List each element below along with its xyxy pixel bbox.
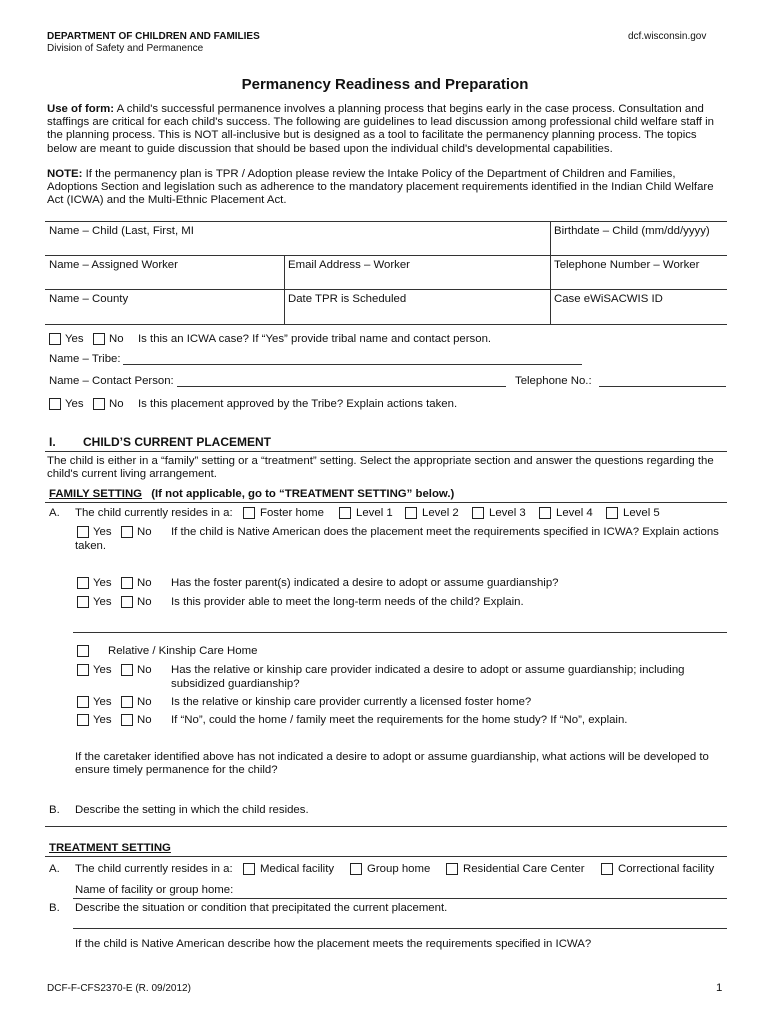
icwa-question: Is this an ICWA case? If “Yes” provide tribal name and contact person. bbox=[138, 333, 492, 345]
group-home-label: Group home bbox=[367, 863, 431, 875]
no-label: No bbox=[137, 596, 152, 608]
level-5-label: Level 5 bbox=[623, 507, 660, 519]
tribe-approved-no-checkbox[interactable] bbox=[93, 398, 105, 410]
foster-adopt-no-checkbox[interactable] bbox=[121, 577, 133, 589]
yes-label: Yes bbox=[93, 526, 112, 538]
foster-home-checkbox[interactable] bbox=[243, 507, 255, 519]
section-title: CHILD’S CURRENT PLACEMENT bbox=[83, 435, 271, 449]
treatment-b-text: Describe the situation or condition that precipitated the current placement. bbox=[75, 902, 448, 914]
native-icwa-question-cont: taken. bbox=[75, 540, 107, 552]
native-icwa-yes-checkbox[interactable] bbox=[77, 526, 89, 538]
group-home-checkbox[interactable] bbox=[350, 863, 362, 875]
form-id: DCF-F-CFS2370-E (R. 09/2012) bbox=[47, 983, 191, 994]
relative-adopt-question: Has the relative or kinship care provider indicated a desire to adopt or assume guardianship; including bbox=[171, 664, 685, 676]
relative-licensed-no-checkbox[interactable] bbox=[121, 696, 133, 708]
provider-needs-question: Is this provider able to meet the long-term needs of the child? Explain. bbox=[171, 596, 524, 608]
department-name: DEPARTMENT OF CHILDREN AND FAMILIES bbox=[47, 31, 260, 42]
no-label: No bbox=[137, 526, 152, 538]
relative-kinship-label: Relative / Kinship Care Home bbox=[108, 645, 258, 657]
level-3-checkbox[interactable] bbox=[472, 507, 484, 519]
facility-name-label: Name of facility or group home: bbox=[75, 884, 234, 896]
website-link[interactable]: dcf.wisconsin.gov bbox=[628, 31, 707, 42]
foster-adopt-question: Has the foster parent(s) indicated a desire to adopt or assume guardianship? bbox=[171, 577, 559, 589]
treatment-a-label: A. bbox=[49, 863, 60, 875]
use-of-form-text: A child's successful permanence involves a planning process that begins early in the case process. Consultation and staffings are critical for each child's success. The following are guidelines to lead discussion among professional child welfare staff in the planning process. This is NOT all-inclusive but is designed as a tool to facilitate the permanency planning process. The topics below are meant to guide discussion that should be based upon the individual child's developmental capabilities. bbox=[47, 103, 714, 155]
correctional-facility-checkbox[interactable] bbox=[601, 863, 613, 875]
level-1-label: Level 1 bbox=[356, 507, 393, 519]
native-icwa-question: If the child is Native American does the placement meet the requirements specified in ICWA? Explain actions bbox=[171, 526, 719, 538]
worker-phone-field[interactable]: Telephone Number – Worker bbox=[554, 259, 700, 271]
level-2-checkbox[interactable] bbox=[405, 507, 417, 519]
yes-label: Yes bbox=[93, 714, 112, 726]
level-1-checkbox[interactable] bbox=[339, 507, 351, 519]
no-label: No bbox=[109, 333, 124, 345]
yes-label: Yes bbox=[93, 664, 112, 676]
level-5-checkbox[interactable] bbox=[606, 507, 618, 519]
relative-adopt-question-cont: subsidized guardianship? bbox=[171, 678, 300, 690]
page-title: Permanency Readiness and Preparation bbox=[241, 76, 529, 93]
no-label: No bbox=[137, 577, 152, 589]
worker-name-field[interactable]: Name – Assigned Worker bbox=[49, 259, 178, 271]
note-text: If the permanency plan is TPR / Adoption please review the Intake Policy of the Department of Children and Families, Adoptions Section and legislation such as adherence to the mandatory placement requirements identified in the Indian Child Welfare Act (ICWA) and the Multi-Ethnic Placement Act. bbox=[47, 168, 714, 207]
yes-label: Yes bbox=[93, 596, 112, 608]
yes-label: Yes bbox=[65, 398, 84, 410]
tribe-label: Name – Tribe: bbox=[49, 353, 121, 365]
division-name: Division of Safety and Permanence bbox=[47, 43, 204, 54]
correctional-facility-label: Correctional facility bbox=[618, 863, 715, 875]
treatment-setting-heading: TREATMENT SETTING bbox=[49, 842, 171, 854]
relative-licensed-question: Is the relative or kinship care provider currently a licensed foster home? bbox=[171, 696, 532, 708]
relative-adopt-no-checkbox[interactable] bbox=[121, 664, 133, 676]
family-a-label: A. bbox=[49, 507, 60, 519]
contact-person-label: Name – Contact Person: bbox=[49, 375, 174, 387]
icwa-yes-checkbox[interactable] bbox=[49, 333, 61, 345]
provider-needs-no-checkbox[interactable] bbox=[121, 596, 133, 608]
caretaker-question: If the caretaker identified above has not indicated a desire to adopt or assume guardianship, what actions will be developed to ensure timely permanence for the child? bbox=[75, 751, 709, 777]
level-2-label: Level 2 bbox=[422, 507, 459, 519]
relative-homestudy-yes-checkbox[interactable] bbox=[77, 714, 89, 726]
tribe-approved-question: Is this placement approved by the Tribe? Explain actions taken. bbox=[138, 398, 458, 410]
relative-homestudy-question: If “No”, could the home / family meet the requirements for the home study? If “No”, explain. bbox=[171, 714, 628, 726]
tribe-input[interactable] bbox=[123, 364, 582, 365]
no-label: No bbox=[137, 664, 152, 676]
relative-licensed-yes-checkbox[interactable] bbox=[77, 696, 89, 708]
relative-homestudy-no-checkbox[interactable] bbox=[121, 714, 133, 726]
native-icwa-no-checkbox[interactable] bbox=[121, 526, 133, 538]
section-intro: The child is either in a “family” setting or a “treatment” setting. Select the appropriate section and answer the questions regarding the child's current living arrangement. bbox=[47, 455, 714, 481]
use-of-form-paragraph bbox=[47, 103, 727, 156]
treatment-a-text: The child currently resides in a: bbox=[75, 863, 233, 875]
family-a-text: The child currently resides in a: bbox=[75, 507, 233, 519]
use-of-form-label: Use of form: bbox=[47, 103, 115, 115]
birthdate-field[interactable]: Birthdate – Child (mm/dd/yyyy) bbox=[554, 225, 710, 237]
county-field[interactable]: Name – County bbox=[49, 293, 129, 305]
icwa-no-checkbox[interactable] bbox=[93, 333, 105, 345]
medical-facility-label: Medical facility bbox=[260, 863, 335, 875]
yes-label: Yes bbox=[93, 577, 112, 589]
yes-label: Yes bbox=[65, 333, 84, 345]
family-b-text: Describe the setting in which the child resides. bbox=[75, 804, 309, 816]
level-3-label: Level 3 bbox=[489, 507, 526, 519]
no-label: No bbox=[109, 398, 124, 410]
residential-care-center-checkbox[interactable] bbox=[446, 863, 458, 875]
foster-adopt-yes-checkbox[interactable] bbox=[77, 577, 89, 589]
residential-care-center-label: Residential Care Center bbox=[463, 863, 585, 875]
treatment-b-label: B. bbox=[49, 902, 60, 914]
section-number: I. bbox=[49, 435, 56, 449]
tribe-approved-yes-checkbox[interactable] bbox=[49, 398, 61, 410]
provider-needs-yes-checkbox[interactable] bbox=[77, 596, 89, 608]
tpr-date-field[interactable]: Date TPR is Scheduled bbox=[288, 293, 407, 305]
child-name-field[interactable]: Name – Child (Last, First, MI bbox=[49, 225, 194, 237]
note-label: NOTE: bbox=[47, 168, 83, 180]
no-label: No bbox=[137, 714, 152, 726]
native-placement-question: If the child is Native American describe how the placement meets the requirements specified in ICWA? bbox=[75, 938, 592, 950]
relative-adopt-yes-checkbox[interactable] bbox=[77, 664, 89, 676]
no-label: No bbox=[137, 696, 152, 708]
relative-kinship-checkbox[interactable] bbox=[77, 645, 89, 657]
level-4-label: Level 4 bbox=[556, 507, 593, 519]
contact-person-input[interactable] bbox=[177, 386, 506, 387]
foster-home-label: Foster home bbox=[260, 507, 324, 519]
medical-facility-checkbox[interactable] bbox=[243, 863, 255, 875]
family-setting-heading: FAMILY SETTING bbox=[49, 488, 143, 500]
family-b-label: B. bbox=[49, 804, 60, 816]
case-id-field[interactable]: Case eWiSACWIS ID bbox=[554, 293, 663, 305]
family-setting-note: (If not applicable, go to “TREATMENT SETTING” below.) bbox=[151, 488, 455, 500]
yes-label: Yes bbox=[93, 696, 112, 708]
note-paragraph bbox=[47, 168, 727, 208]
tribe-phone-input[interactable] bbox=[599, 386, 726, 387]
level-4-checkbox[interactable] bbox=[539, 507, 551, 519]
page-number: 1 bbox=[716, 982, 723, 994]
family-setting-heading-row bbox=[49, 487, 454, 501]
worker-email-field[interactable]: Email Address – Worker bbox=[288, 259, 410, 271]
tribe-phone-label: Telephone No.: bbox=[515, 375, 592, 387]
